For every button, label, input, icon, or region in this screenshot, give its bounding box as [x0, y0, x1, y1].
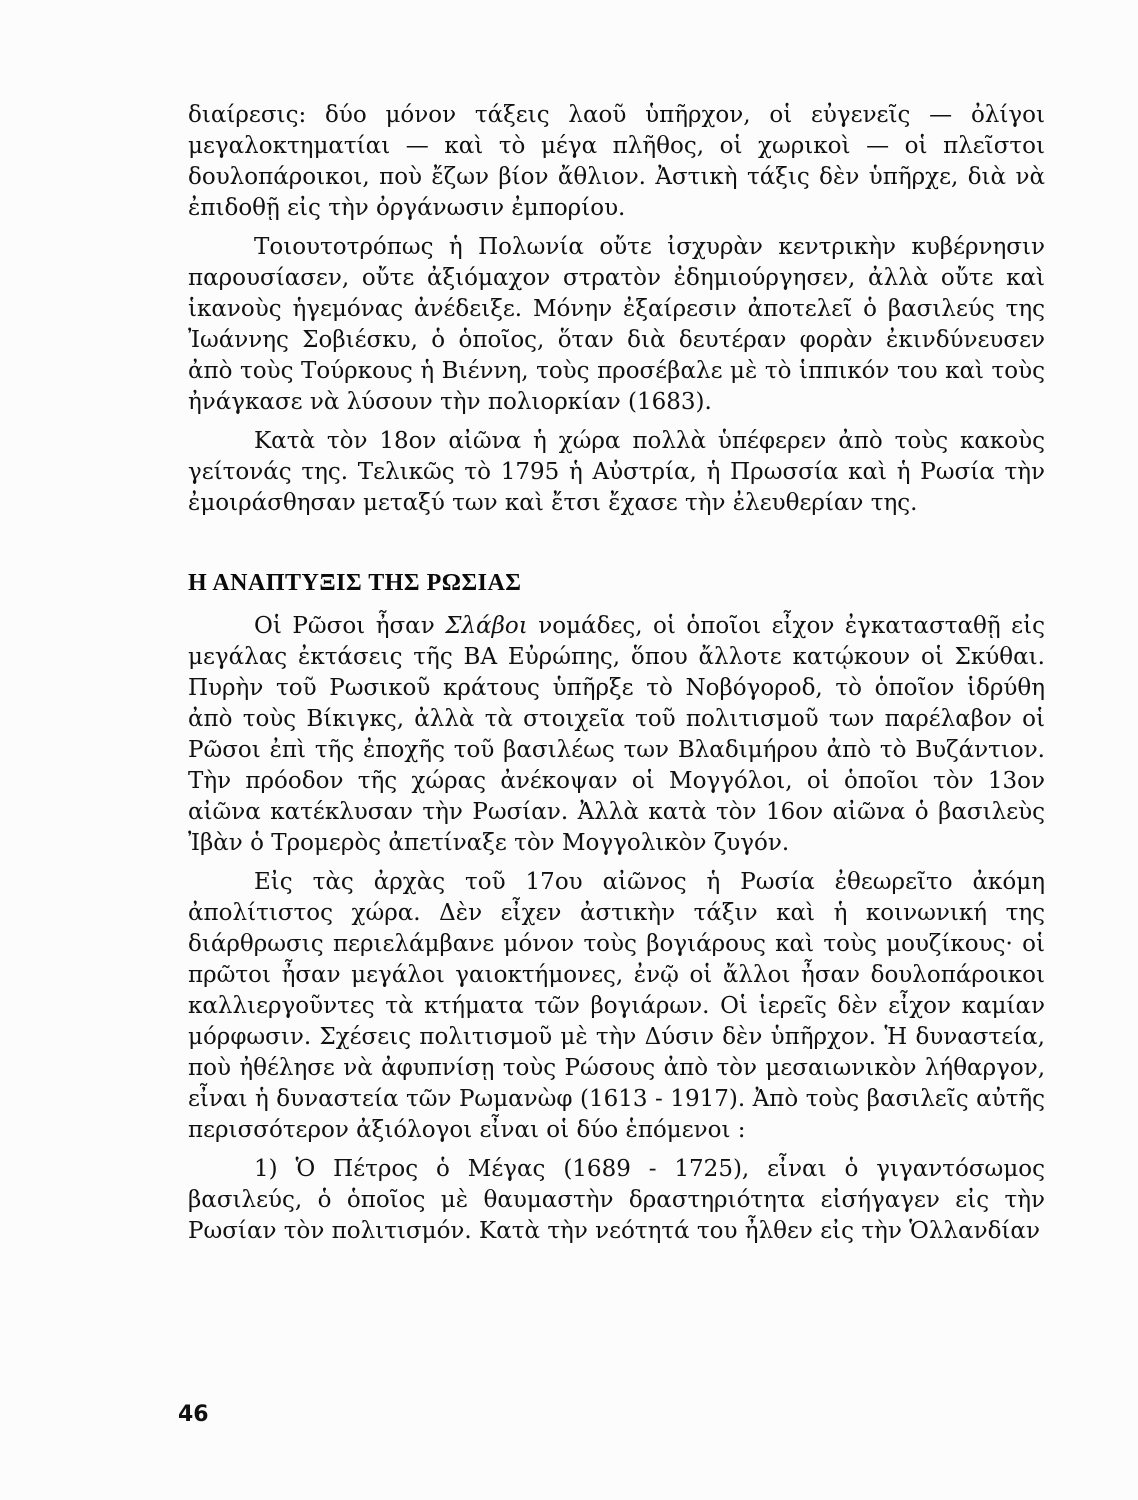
paragraph-text: νομάδες, οἱ ὁποῖοι εἶχον ἐγκατασταθῇ εἰς μεγάλας ἐκτάσεις τῆς ΒΑ Εὐρώπης, ὅπου ἄλλοτε κατῴκουν οἱ Σκύθαι. Πυρὴν τοῦ Ρωσικοῦ κράτους ὑπῆρξε τὸ Νοβόγοροδ, τὸ ὁποῖον ἱδρύθη ἀπὸ τοὺς Βίκιγκς, ἀλλὰ τὰ στοιχεῖα τοῦ πολιτισμοῦ των παρέλαβον οἱ Ρῶσοι ἐπὶ τῆς ἐποχῆς τοῦ βασιλέως των Βλαδιμήρου ἀπὸ τὸ Βυζάντιον. Τὴν πρόοδον τῆς χώρας ἀνέκοψαν οἱ Μογγόλοι, οἱ ὁποῖοι τὸν 13ον αἰῶνα κατέκλυσαν τὴν Ρωσίαν. Ἀλλὰ κατὰ τὸν 16ον αἰῶνα ὁ βασιλεὺς Ἰβὰν ὁ Τρομερὸς ἀπετίναξε τὸν Μογγολικὸν ζυγόν.	[188, 613, 1045, 856]
paragraph-17th-century: Εἰς τὰς ἀρχὰς τοῦ 17ου αἰῶνος ἡ Ρωσία ἐθεωρεῖτο ἀκόμη ἀπολίτιστος χώρα. Δὲν εἶχεν ἀστικὴν τάξιν καὶ ἡ κοινωνική της διάρθρωσις περιελάμβανε μόνον τοὺς βογιάρους καὶ τοὺς μουζίκους· οἱ πρῶτοι ἦσαν μεγάλοι γαιοκτήμονες, ἐνῷ οἱ ἄλλοι ἦσαν δουλοπάροικοι καλλιεργοῦντες τὰ κτήματα τῶν βογιάρων. Οἱ ἱερεῖς δὲν εἶχον καμίαν μόρφωσιν. Σχέσεις πολιτισμοῦ μὲ τὴν Δύσιν δὲν ὑπῆρχον. Ἡ δυναστεία, ποὺ ἠθέλησε νὰ ἀφυπνίσῃ τοὺς Ρώσους ἀπὸ τὸν μεσαιωνικὸν λήθαργον, εἶναι ἡ δυναστεία τῶν Ρωμανὼφ (1613 - 1917). Ἀπὸ τοὺς βασιλεῖς αὐτῆς περισσότερον ἀξιόλογοι εἶναι οἱ δύο ἑπόμενοι :	[188, 869, 1045, 1143]
page-number: 46	[178, 1402, 209, 1427]
paragraph-russians-origin	[188, 611, 1045, 859]
paragraph-poland-weakness: Τοιουτοτρόπως ἡ Πολωνία οὔτε ἰσχυρὰν κεντρικὴν κυβέρνησιν παρουσίασεν, οὔτε ἀξιόμαχον στρατὸν ἐδημιούργησεν, ἀλλὰ οὔτε καὶ ἱκανοὺς ἡγεμόνας ἀνέδειξε. Μόνην ἐξαίρεσιν ἀποτελεῖ ὁ βασιλεύς της Ἰωάννης Σοβιέσκυ, ὁ ὁποῖος, ὅταν διὰ δευτέραν φορὰν ἐκινδύνευσεν ἀπὸ τοὺς Τούρκους ἡ Βιέννη, τοὺς προσέβαλε μὲ τὸ ἱππικόν του καὶ τοὺς ἠνάγκασε νὰ λύσουν τὴν πολιορκίαν (1683).	[188, 234, 1045, 415]
paragraph-peter-the-great: 1) Ὁ Πέτρος ὁ Μέγας (1689 - 1725), εἶναι ὁ γιγαντόσωμος βασιλεύς, ὁ ὁποῖος μὲ θαυμαστὴν δραστηριότητα εἰσήγαγεν εἰς τὴν Ρωσίαν τὸν πολιτισμόν. Κατὰ τὴν νεότητά του ἦλθεν εἰς τὴν Ὁλλανδίαν	[188, 1156, 1045, 1244]
paragraph-text: Οἱ Ρῶσοι ἦσαν	[254, 613, 446, 639]
section-heading: Η ΑΝΑΠΤΥΞΙΣ ΤΗΣ ΡΩΣΙΑΣ	[188, 570, 522, 596]
paragraph-continued: διαίρεσις: δύο μόνον τάξεις λαοῦ ὑπῆρχον, οἱ εὐγενεῖς — ὀλίγοι μεγαλοκτηματίαι — καὶ τὸ μέγα πλῆθος, οἱ χωρικοὶ — οἱ πλεῖστοι δουλοπάροικοι, ποὺ ἔζων βίον ἄθλιον. Ἀστικὴ τάξις δὲν ὑπῆρχε, διὰ νὰ ἐπιδοθῇ εἰς τὴν ὀργάνωσιν ἐμπορίου.	[188, 102, 1045, 221]
paragraph-partition: Κατὰ τὸν 18ον αἰῶνα ἡ χώρα πολλὰ ὑπέφερεν ἀπὸ τοὺς κακοὺς γείτονάς της. Τελικῶς τὸ 1795 ἡ Αὐστρία, ἡ Πρωσσία καὶ ἡ Ρωσία τὴν ἐμοιράσθησαν μεταξύ των καὶ ἔτσι ἔχασε τὴν ἐλευθερίαν της.	[188, 428, 1045, 516]
italic-term: Σλάβοι	[445, 613, 528, 639]
body-text	[188, 100, 1045, 1247]
